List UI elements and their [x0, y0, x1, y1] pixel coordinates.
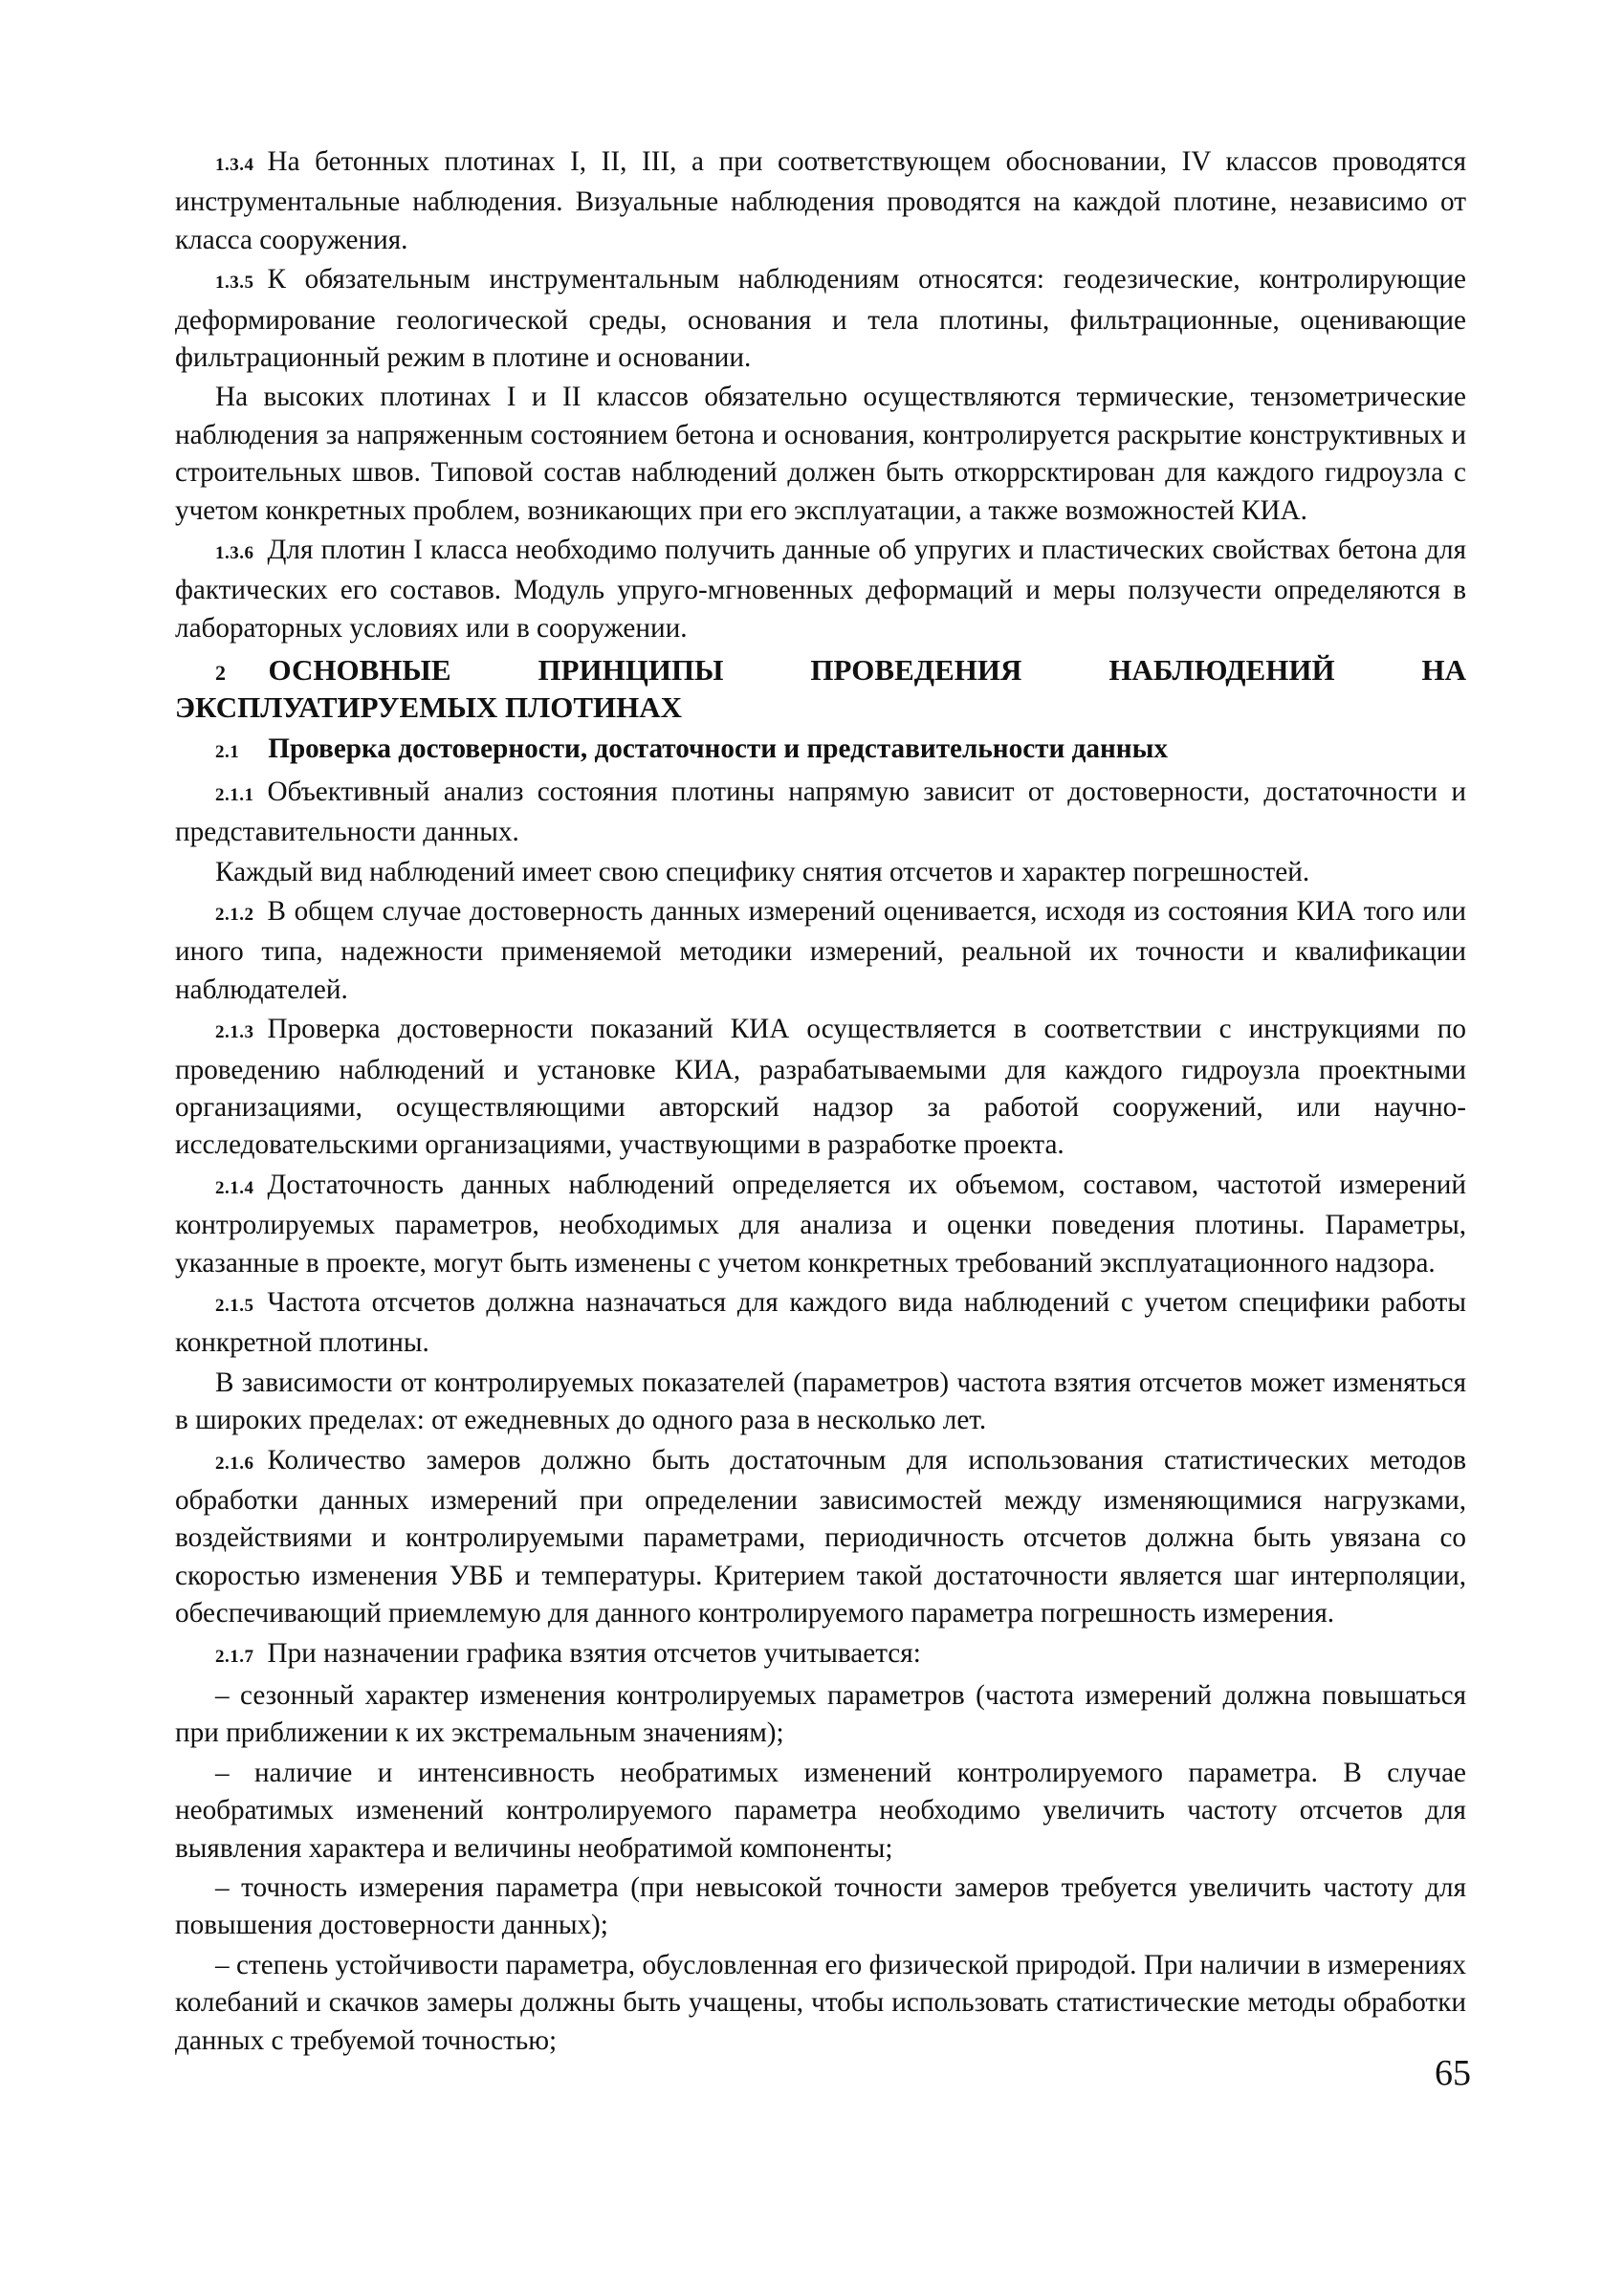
clause-number: 1.3.6 [215, 543, 254, 564]
clause-number: 2.1.7 [215, 1646, 254, 1667]
paragraph-text: Для плотин I класса необходимо получить данные об упругих и пластических свойствах бетона для фактических его составов. Модуль упруго-мгновенных деформаций и меры ползучести определяются в лабораторных условиях или в сооружении. [175, 535, 1466, 644]
clause-number: 2.1.4 [215, 1177, 254, 1198]
paragraph-text: В общем случае достоверность данных измерений оценивается, исходя из состояния КИА того или иного типа, надежности применяемой методики измерений, реальной их точности и квалификации наблюдателей. [175, 895, 1466, 1005]
paragraph-text: Объективный анализ состояния плотины напрямую зависит от достоверности, достаточности и представительности данных. [175, 776, 1466, 848]
paragraph-text: К обязательным инструментальным наблюдениям относятся: геодезические, контролирующие деформирование геологической среды, основания и тела плотины, фильтрационные, оценивающие фильтрационный режим в плотине и основании. [175, 264, 1466, 374]
paragraph [175, 261, 1466, 377]
paragraph-text: Достаточность данных наблюдений определяется их объемом, составом, частотой измерений контролируемых параметров, необходимых для анализа и оценки поведения плотины. Параметры, указанные в проекте, могут быть изменены с учетом конкретных требований эксплуатационного надзора. [175, 1169, 1466, 1279]
paragraph [175, 854, 1466, 891]
clause-number: 1.3.4 [215, 155, 254, 175]
paragraph [175, 379, 1466, 530]
clause-number: 2.1.1 [215, 784, 254, 805]
paragraph [175, 1635, 1466, 1675]
clause-number: 2.1.2 [215, 904, 254, 925]
clause-number: 2 [215, 661, 227, 686]
clause-number: 2.1.6 [215, 1453, 254, 1474]
paragraph [175, 774, 1466, 852]
paragraph-text: Проверка достоверности показаний КИА осуществляется в соответствии с инструкциями по проведению наблюдений и установке КИА, разрабатываемыми для каждого гидроузла проектными организациями, осуществляющими авторский надзор за работой сооружений, или научно-исследовательскими организациями, участвующими в разработке проекта. [175, 1014, 1466, 1161]
list-item [175, 1755, 1466, 1868]
section-heading-text: ОСНОВНЫЕ ПРИНЦИПЫ ПРОВЕДЕНИЯ НАБЛЮДЕНИЙ НА ЭКСПЛУАТИРУЕМЫХ ПЛОТИНАХ [175, 653, 1466, 725]
section-heading [175, 653, 1466, 725]
paragraph-text: На бетонных плотинах I, II, III, а при соответствующем обосновании, IV классов проводятся инструментальные наблюдения. Визуальные наблюдения проводятся на каждой плотине, независимо от класса сооружения. [175, 146, 1466, 255]
subsection-heading-text: Проверка достоверности, достаточности и представительности данных [268, 733, 1168, 765]
list-item-text: – наличие и интенсивность необратимых изменений контролируемого параметра. В случае необратимых изменений контролируемого параметра необходимо увеличить частоту отсчетов для выявления характера и величины необратимой компоненты; [175, 1757, 1466, 1864]
paragraph [175, 1284, 1466, 1363]
paragraph-text: Количество замеров должно быть достаточным для использования статистических методов обработки данных измерений при определении зависимостей между изменяющимися нагрузками, воздействиями и контролируемыми параметрами, периодичность отсчетов должна быть увязана со скоростью изменения УВБ и температуры. Критерием такой достаточности является шаг интерполяции, обеспечивающий приемлемую для данного контролируемого параметра погрешность измерения. [175, 1444, 1466, 1629]
paragraph-text: В зависимости от контролируемых показателей (параметров) частота взятия отсчетов может изменяться в широких пределах: от ежедневных до одного раза в несколько лет. [175, 1367, 1466, 1436]
clause-number: 2.1 [215, 742, 240, 763]
paragraph [175, 893, 1466, 1009]
paragraph [175, 1011, 1466, 1165]
document-body [175, 143, 1466, 2062]
paragraph-text: Частота отсчетов должна назначаться для каждого вида наблюдений с учетом специфики работы конкретной плотины. [175, 1286, 1466, 1359]
paragraph-text: При назначении графика взятия отсчетов учитывается: [267, 1637, 921, 1669]
clause-number: 2.1.3 [215, 1022, 254, 1043]
list-item [175, 1677, 1466, 1753]
paragraph [175, 1442, 1466, 1633]
paragraph-text: Каждый вид наблюдений имеет свою специфику снятия отсчетов и характер погрешностей. [215, 856, 1310, 887]
list-item-text: – сезонный характер изменения контролируемых параметров (частота измерений должна повышаться при приближении к их экстремальным значениям); [175, 1680, 1466, 1749]
page-number: 65 [1435, 2053, 1471, 2093]
subsection-heading [175, 731, 1466, 771]
paragraph [175, 532, 1466, 647]
paragraph-text: На высоких плотинах I и II классов обязательно осуществляются термические, тензометрические наблюдения за напряженным состоянием бетона и основания, контролируется раскрытие конструктивных и строительных швов. Типовой состав наблюдений должен быть откоррсктирован для каждого гидроузла с учетом конкретных проблем, возникающих при его эксплуатации, а также возможностей КИА. [175, 382, 1466, 526]
clause-number: 1.3.5 [215, 273, 254, 294]
paragraph [175, 143, 1466, 259]
clause-number: 2.1.5 [215, 1295, 254, 1316]
list-item [175, 1870, 1466, 1945]
list-item-text: – точность измерения параметра (при невысокой точности замеров требуется увеличить частоту для повышения достоверности данных); [175, 1872, 1466, 1941]
list-item-text: – степень устойчивости параметра, обусловленная его физической природой. При наличии в измерениях колебаний и скачков замеры должны быть учащены, чтобы использовать статистические методы обработки данных с требуемой точностью; [175, 1949, 1466, 2056]
paragraph [175, 1365, 1466, 1440]
list-item [175, 1947, 1466, 2060]
paragraph [175, 1167, 1466, 1282]
